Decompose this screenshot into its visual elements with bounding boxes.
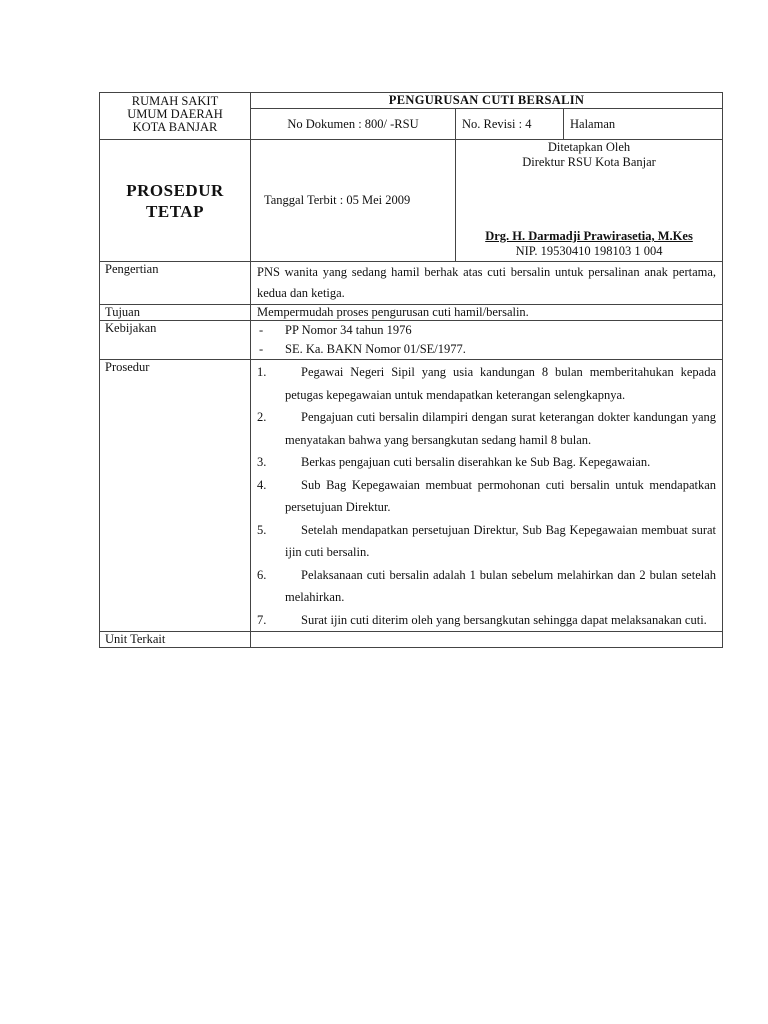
signer-name: Drg. H. Darmadji Prawirasetia, M.Kes <box>485 229 693 243</box>
kebijakan-item: - SE. Ka. BAKN Nomor 01/SE/1977. <box>259 340 716 359</box>
step-item <box>257 564 716 609</box>
step-text: Pengajuan cuti bersalin dilampiri dengan surat keterangan dokter kandungan yang menyatakan bahwa yang bersangkutan sedang hamil 8 bulan. <box>285 410 717 447</box>
hospital-name <box>100 93 251 140</box>
tujuan-label: Tujuan <box>100 305 251 321</box>
step-number: 2. <box>257 410 267 424</box>
document-number: No Dokumen : 800/ -RSU <box>251 109 456 140</box>
step-item <box>257 609 716 632</box>
sop-table <box>99 92 723 648</box>
hospital-line: RUMAH SAKIT <box>131 94 219 108</box>
document-title: PENGURUSAN CUTI BERSALIN <box>251 93 723 109</box>
kebijakan-item-text: SE. Ka. BAKN Nomor 01/SE/1977. <box>285 342 466 356</box>
step-number: 7. <box>257 612 267 627</box>
kebijakan-item-text: PP Nomor 34 tahun 1976 <box>285 323 412 337</box>
revision-number: No. Revisi : 4 <box>456 109 564 140</box>
pengertian-label: Pengertian <box>100 262 251 305</box>
step-text: Pelaksanaan cuti bersalin adalah 1 bulan sebelum melahirkan dan 2 bulan setelah melahirkan. <box>285 567 717 604</box>
approval-block <box>456 140 723 262</box>
step-item <box>257 474 716 519</box>
pengertian-text: PNS wanita yang sedang hamil berhak atas cuti bersalin untuk persalinan anak pertama, kedua dan ketiga. <box>251 262 723 305</box>
tujuan-text: Mempermudah proses pengurusan cuti hamil/bersalin. <box>251 305 723 321</box>
step-text: Surat ijin cuti diterim oleh yang bersangkutan sehingga dapat melaksanakan cuti. <box>301 612 707 627</box>
step-item <box>257 361 716 406</box>
hospital-line: KOTA BANJAR <box>132 120 218 134</box>
step-text: Sub Bag Kepegawaian membuat permohonan cuti bersalin untuk mendapatkan persetujuan Direktur. <box>285 477 717 514</box>
kebijakan-label: Kebijakan <box>100 321 251 360</box>
step-number: 6. <box>257 567 267 582</box>
step-number: 4. <box>257 477 267 492</box>
step-number: 1. <box>257 365 267 379</box>
signer-nip: NIP. 19530410 198103 1 004 <box>515 244 663 258</box>
tetap-word: TETAP <box>146 201 204 221</box>
approver-title: Direktur RSU Kota Banjar <box>522 155 656 169</box>
kebijakan-item: - PP Nomor 34 tahun 1976 <box>259 321 716 340</box>
sop-document <box>99 92 722 648</box>
step-item <box>257 406 716 451</box>
step-text: Berkas pengajuan cuti bersalin diserahkan ke Sub Bag. Kepegawaian. <box>301 455 651 469</box>
prosedur-steps <box>251 360 723 632</box>
step-number: 5. <box>257 522 267 537</box>
issue-date: Tanggal Terbit : 05 Mei 2009 <box>251 140 456 262</box>
prosedur-tetap-heading <box>100 140 251 262</box>
prosedur-label: Prosedur <box>100 360 251 632</box>
step-item <box>257 451 716 474</box>
step-text: Pegawai Negeri Sipil yang usia kandungan 8 bulan memberitahukan kepada petugas kepegawaian untuk mendapatkan keterangan selengkapnya. <box>285 365 717 402</box>
page-label: Halaman <box>564 109 723 140</box>
prosedur-word: PROSEDUR <box>126 180 224 200</box>
approved-by: Ditetapkan Oleh <box>547 140 631 154</box>
kebijakan-list <box>251 321 723 360</box>
unit-terkait-label: Unit Terkait <box>100 632 251 648</box>
step-text: Setelah mendapatkan persetujuan Direktur, Sub Bag Kepegawaian membuat surat ijin cuti bersalin. <box>285 522 717 559</box>
step-item <box>257 519 716 564</box>
hospital-line: UMUM DAERAH <box>127 107 223 121</box>
step-number: 3. <box>257 455 267 469</box>
unit-terkait-value <box>251 632 723 648</box>
